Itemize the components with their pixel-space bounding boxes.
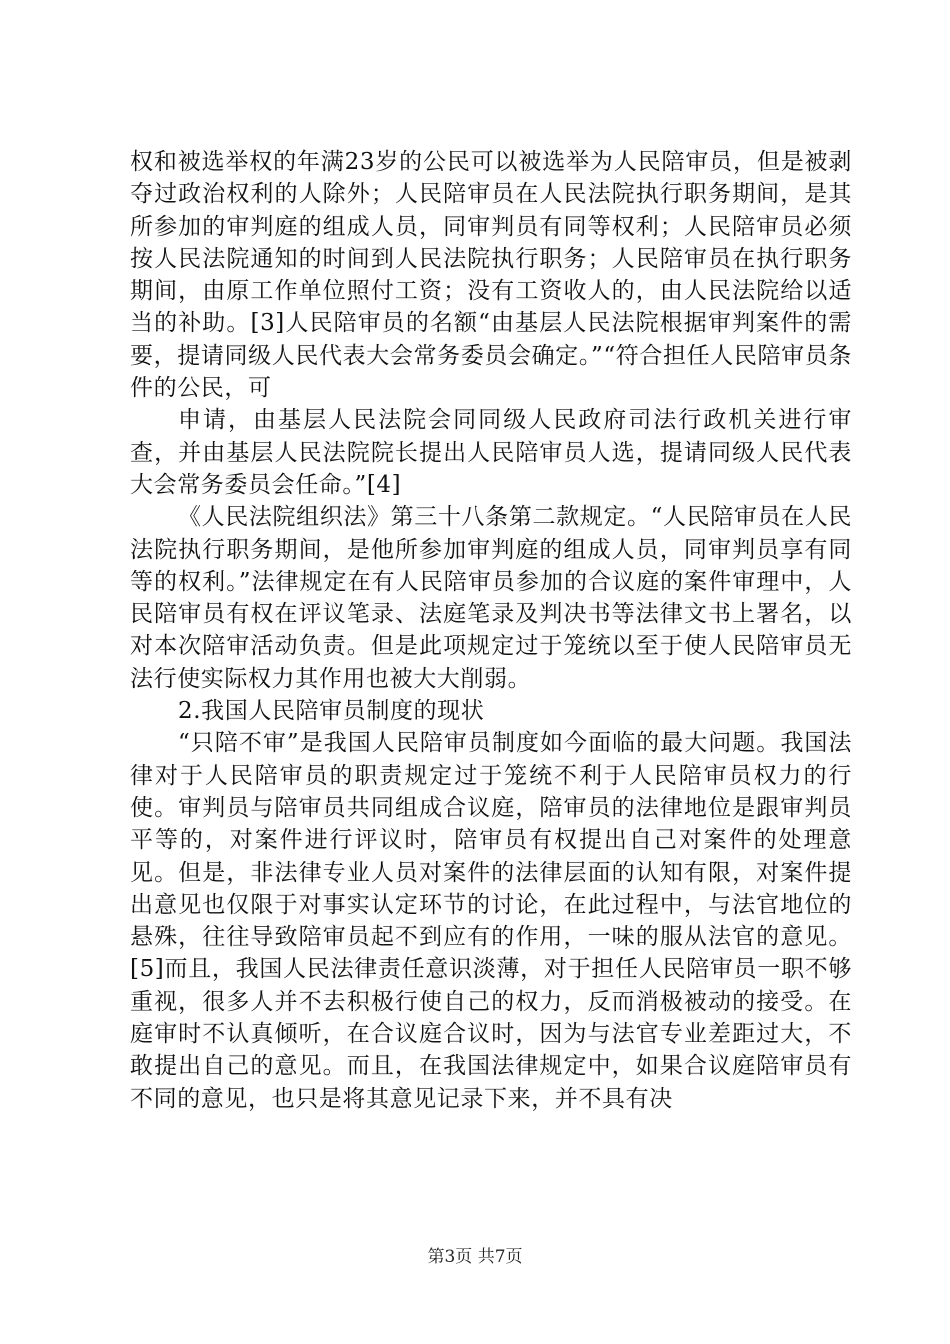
section-heading: 2.我国人民陪审员制度的现状 xyxy=(178,698,485,725)
document-body xyxy=(130,146,852,1115)
paragraph-3: 《人民法院组织法》第三十八条第二款规定。“人民陪审员在人民法院执行职务期间，是他所参加审判庭的组成人员，同审判员享有同等的权利。”法律规定在有人民陪审员参加的合议庭的案件审理中，人民陪审员有权在评议笔录、法庭笔录及判决书等法律文书上署名，以对本次陪审活动负责。但是此项规定过于笼统以至于使人民陪审员无法行使实际权力其作用也被大大削弱。 xyxy=(130,504,852,692)
paragraph-5: “只陪不审”是我国人民陪审员制度如今面临的最大问题。我国法律对于人民陪审员的职责规定过于笼统不利于人民陪审员权力的行使。审判员与陪审员共同组成合议庭，陪审员的法律地位是跟审判员平等的，对案件进行评议时，陪审员有权提出自己对案件的处理意见。但是，非法律专业人员对案件的法律层面的认知有限，对案件提出意见也仅限于对事实认定环节的讨论，在此过程中，与法官地位的悬殊，往往导致陪审员起不到应有的作用，一味的服从法官的意见。[5]而且，我国人民法律责任意识淡薄，对于担任人民陪审员一职不够重视，很多人并不去积极行使自己的权力，反而消极被动的接受。在庭审时不认真倾听，在合议庭合议时，因为与法官专业差距过大，不敢提出自己的意见。而且，在我国法律规定中，如果合议庭陪审员有不同的意见，也只是将其意见记录下来，并不具有决 xyxy=(130,730,852,1112)
paragraph-1: 权和被选举权的年满23岁的公民可以被选举为人民陪审员，但是被剥夺过政治权利的人除外；人民陪审员在人民法院执行职务期间，是其所参加的审判庭的组成人员，同审判员有同等权利；人民陪审员必须按人民法院通知的时间到人民法院执行职务；人民陪审员在执行职务期间，由原工作单位照付工资；没有工资收人的，由人民法院给以适当的补助。[3]人民陪审员的名额“由基层人民法院根据审判案件的需要，提请同级人民代表大会常务委员会确定。”“符合担任人民陪审员条件的公民，可 xyxy=(130,149,852,402)
page-number-footer: 第3页 共7页 xyxy=(427,1247,523,1267)
paragraph-2: 申请，由基层人民法院会同同级人民政府司法行政机关进行审查，并由基层人民法院院长提出人民陪审员人选，提请同级人民代表大会常务委员会任命。”[4] xyxy=(130,407,852,498)
